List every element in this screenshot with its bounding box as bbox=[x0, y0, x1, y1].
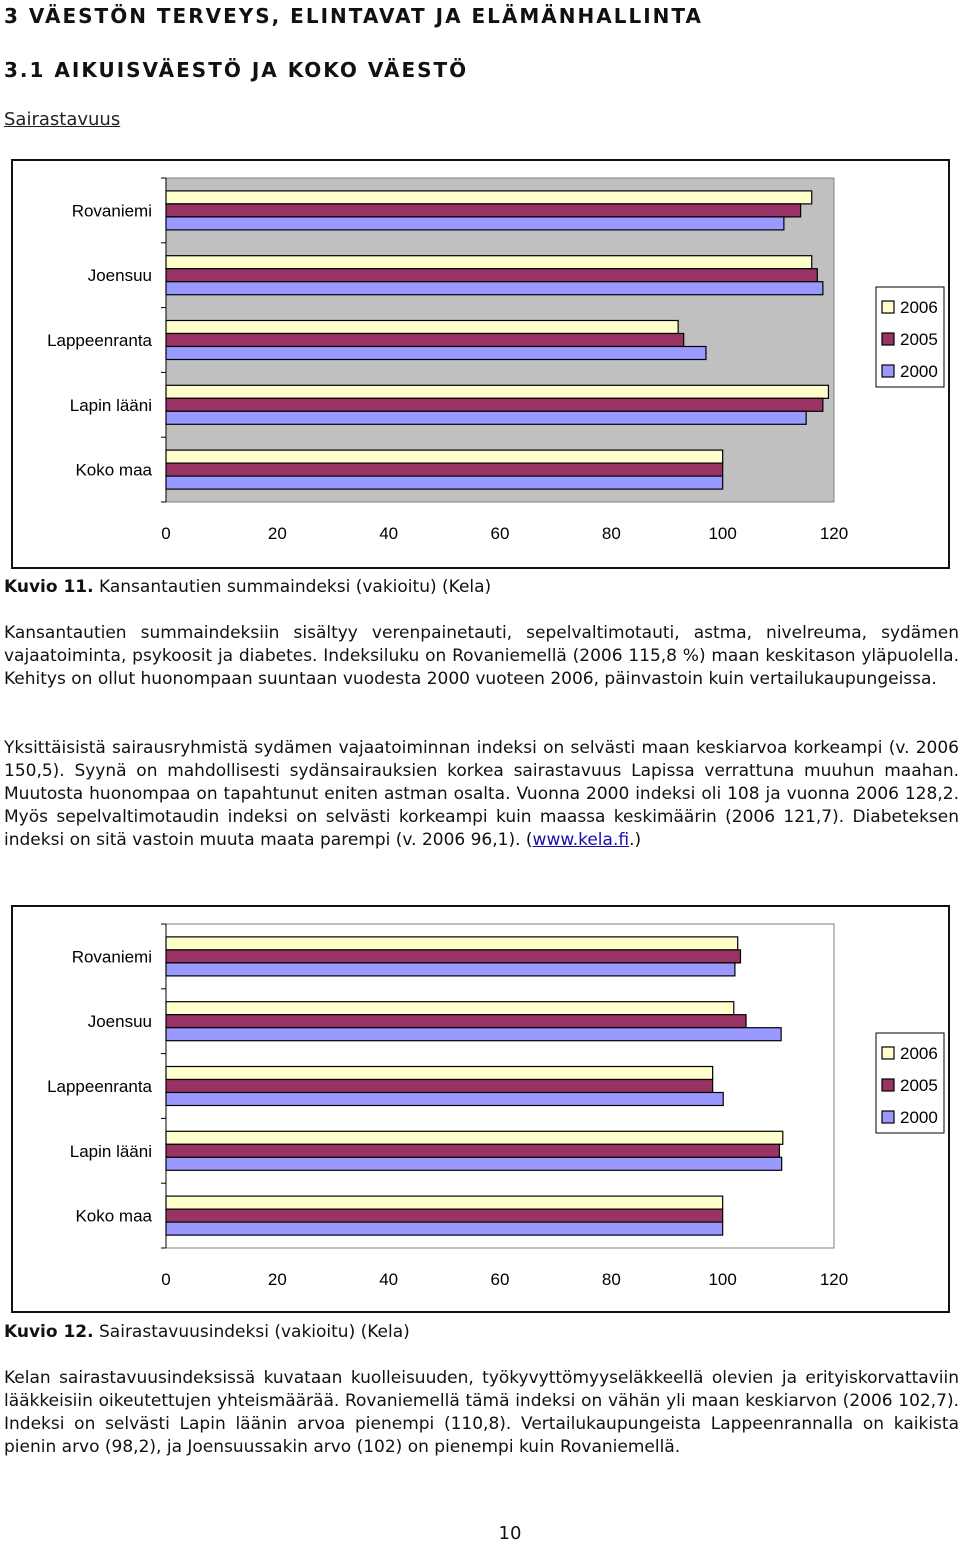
x-tick-label: 80 bbox=[601, 524, 621, 543]
chart-12 bbox=[13, 907, 948, 1311]
legend-swatch-2005 bbox=[882, 333, 894, 345]
caption-12-text: Sairastavuusindeksi (vakioitu) (Kela) bbox=[93, 1322, 410, 1342]
caption-12-label: Kuvio 12. bbox=[4, 1322, 94, 1342]
x-tick-label: 20 bbox=[267, 1270, 287, 1289]
legend-label-2006: 2006 bbox=[900, 1044, 938, 1063]
paragraph-3 bbox=[4, 1367, 959, 1459]
legend-label-2005: 2005 bbox=[900, 1076, 938, 1095]
category-label: Koko maa bbox=[75, 1206, 152, 1226]
bar-koko-maa-2005 bbox=[166, 463, 723, 476]
category-label: Lapin lääni bbox=[69, 395, 152, 415]
x-tick-label: 0 bbox=[161, 1270, 171, 1289]
bar-rovaniemi-2000 bbox=[166, 217, 784, 230]
x-tick-label: 80 bbox=[601, 1270, 621, 1289]
bar-lappeenranta-2000 bbox=[166, 347, 706, 360]
legend-swatch-2005 bbox=[882, 1079, 894, 1091]
legend-swatch-2000 bbox=[882, 1111, 894, 1123]
paragraph-1-text: Kansantautien summaindeksiin sisältyy verenpainetauti, sepelvaltimotauti, astma, nivelreuma, sydämen vajaatoiminta, psykoosit ja diabetes. Indeksiluku on Rovaniemellä (2006 115,8 %) maan keskitason yläpuolella. Kehitys on ollut huonompaan suuntaan vuodesta 2000 vuoteen 2006, päinvastoin kuin vertailukaupungeissa. bbox=[4, 623, 959, 689]
category-label: Lapin lääni bbox=[69, 1141, 152, 1161]
chart-11 bbox=[13, 161, 948, 567]
caption-11-text: Kansantautien summaindeksi (vakioitu) (Kela) bbox=[93, 577, 492, 597]
legend-swatch-2000 bbox=[882, 365, 894, 377]
category-label: Joensuu bbox=[87, 266, 152, 286]
bar-koko-maa-2000 bbox=[166, 476, 723, 489]
bar-rovaniemi-2000 bbox=[166, 963, 735, 976]
bar-koko-maa-2006 bbox=[166, 1196, 723, 1209]
category-label: Koko maa bbox=[75, 460, 152, 480]
x-tick-label: 60 bbox=[490, 524, 510, 543]
bar-joensuu-2000 bbox=[166, 282, 823, 295]
paragraph-1 bbox=[4, 622, 959, 691]
paragraph-2-end: .) bbox=[629, 830, 642, 850]
legend-label-2005: 2005 bbox=[900, 330, 938, 349]
page-number: 10 bbox=[498, 1523, 522, 1544]
bar-lapin-lääni-2005 bbox=[166, 398, 823, 411]
paragraph-2-body: Yksittäisistä sairausryhmistä sydämen vajaatoiminnan indeksi on selvästi maan keskiarvoa korkeampi (v. 2006 150,5). Syynä on mahdollisesti sydänsairauksien korkea sairastavuus Lapissa verrattuna muuhun maahan. Muutosta huonompaa on tapahtunut eniten astman osalta. Vuonna 2000 indeksi oli 108 ja vuonna 2006 128,2. Myös sepelvaltimotaudin indeksi on selvästi korkeampi kuin maassa keskimäärin (2006 121,7). Diabeteksen indeksi on sitä vastoin muuta maata parempi (v. 2006 96,1). ( bbox=[4, 738, 959, 850]
chart-11-frame bbox=[11, 159, 950, 569]
subsection-title: Sairastavuus bbox=[4, 109, 121, 130]
category-label: Lappeenranta bbox=[47, 331, 152, 350]
caption-11 bbox=[4, 577, 491, 597]
category-label: Joensuu bbox=[87, 1012, 152, 1032]
bar-lappeenranta-2006 bbox=[166, 321, 678, 334]
paragraph-3-text: Kelan sairastavuusindeksissä kuvataan kuolleisuuden, työkyvyttömyyseläkkeellä olevien ja erityiskorvattaviin lääkkeisiin oikeutettujen yhteismäärää. Rovaniemellä tämä indeksi on vähän yli maan keskiarvon (2006 102,7). Indeksi on selvästi Lapin läänin arvoa pienempi (110,8). Vertailukaupungeista Lappeenrannalla on kaikista pienin arvo (98,2), ja Joensuussakin arvo (102) on pienempi kuin Rovaniemellä. bbox=[4, 1368, 959, 1457]
sub-heading: 3.1 AIKUISVÄESTÖ JA KOKO VÄESTÖ bbox=[4, 58, 469, 82]
bar-joensuu-2006 bbox=[166, 1002, 734, 1015]
paragraph-2-text bbox=[4, 737, 959, 852]
x-tick-label: 40 bbox=[379, 1270, 399, 1289]
bar-lappeenranta-2000 bbox=[166, 1093, 723, 1106]
main-heading: 3 VÄESTÖN TERVEYS, ELINTAVAT JA ELÄMÄNHALLINTA bbox=[4, 4, 703, 28]
bar-rovaniemi-2006 bbox=[166, 937, 738, 950]
x-tick-label: 20 bbox=[267, 524, 287, 543]
chart-12-frame bbox=[11, 905, 950, 1313]
bar-koko-maa-2005 bbox=[166, 1209, 723, 1222]
bar-koko-maa-2006 bbox=[166, 450, 723, 463]
bar-rovaniemi-2005 bbox=[166, 204, 801, 217]
legend-swatch-2006 bbox=[882, 1047, 894, 1059]
category-label: Rovaniemi bbox=[71, 947, 152, 967]
bar-lappeenranta-2006 bbox=[166, 1067, 713, 1080]
x-tick-label: 0 bbox=[161, 524, 171, 543]
x-tick-label: 100 bbox=[708, 524, 737, 543]
legend-label-2000: 2000 bbox=[900, 362, 938, 381]
paragraph-2 bbox=[4, 737, 959, 852]
bar-joensuu-2000 bbox=[166, 1028, 781, 1041]
bar-lappeenranta-2005 bbox=[166, 1080, 713, 1093]
bar-joensuu-2006 bbox=[166, 256, 812, 269]
bar-lapin-lääni-2006 bbox=[166, 1131, 783, 1144]
legend-swatch-2006 bbox=[882, 301, 894, 313]
bar-rovaniemi-2005 bbox=[166, 950, 740, 963]
bar-lapin-lääni-2000 bbox=[166, 1157, 782, 1170]
x-tick-label: 100 bbox=[708, 1270, 737, 1289]
bar-lapin-lääni-2005 bbox=[166, 1144, 779, 1157]
legend-label-2006: 2006 bbox=[900, 298, 938, 317]
bar-lapin-lääni-2000 bbox=[166, 411, 806, 424]
x-tick-label: 120 bbox=[819, 524, 849, 543]
bar-lappeenranta-2005 bbox=[166, 334, 684, 347]
bar-koko-maa-2000 bbox=[166, 1222, 723, 1235]
x-tick-label: 40 bbox=[379, 524, 399, 543]
bar-joensuu-2005 bbox=[166, 1015, 746, 1028]
bar-rovaniemi-2006 bbox=[166, 191, 812, 204]
x-tick-label: 60 bbox=[490, 1270, 510, 1289]
legend-label-2000: 2000 bbox=[900, 1108, 938, 1127]
category-label: Rovaniemi bbox=[71, 201, 152, 221]
bar-joensuu-2005 bbox=[166, 269, 817, 282]
bar-lapin-lääni-2006 bbox=[166, 385, 828, 398]
caption-12 bbox=[4, 1322, 410, 1342]
x-tick-label: 120 bbox=[819, 1270, 849, 1289]
caption-11-label: Kuvio 11. bbox=[4, 577, 94, 597]
category-label: Lappeenranta bbox=[47, 1077, 152, 1096]
kela-link[interactable]: www.kela.fi bbox=[532, 830, 630, 850]
